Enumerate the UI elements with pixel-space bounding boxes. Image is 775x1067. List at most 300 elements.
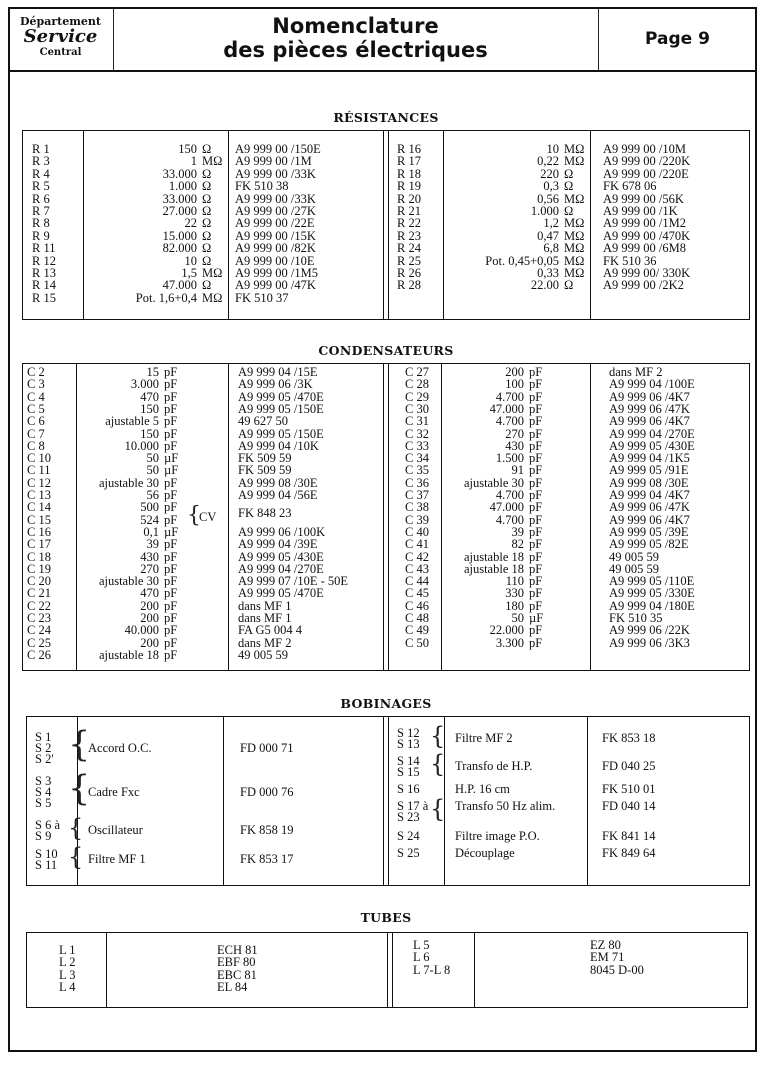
row-ref: C 37: [405, 488, 429, 502]
row-part-code: A9 999 05 /330E: [609, 586, 695, 601]
row-ref: R 12: [32, 253, 56, 268]
value-number: 100: [505, 377, 524, 392]
row-ref: C 15: [27, 512, 51, 527]
row-value: [85, 242, 226, 254]
row-part-code: A9 999 05 /470E: [238, 389, 324, 404]
value-number: 330: [505, 586, 524, 601]
value-unit: pF: [529, 561, 543, 576]
row-part-code: dans MF 2: [609, 365, 663, 379]
row-part-code: FK 509 59: [238, 451, 292, 466]
row-value: [78, 538, 188, 550]
row-part-code: dans MF 2: [238, 635, 292, 650]
value-unit: Ω: [202, 278, 212, 293]
row-part-code: A9 999 00 /10M: [603, 142, 686, 156]
row-ref: R 17: [397, 154, 421, 169]
value-unit: pF: [529, 623, 543, 638]
column-divider: [228, 364, 229, 670]
value-unit: MΩ: [564, 216, 585, 231]
row-part-code: A9 999 00 /470K: [603, 228, 691, 243]
row-ref: C 23: [27, 611, 51, 625]
row-ref: C 2: [27, 365, 45, 379]
value-unit: pF: [529, 377, 543, 392]
value-number: 27.000: [162, 204, 197, 218]
value-number: 200: [140, 598, 159, 613]
value-unit: MΩ: [564, 228, 585, 243]
value-unit: Ω: [564, 179, 574, 194]
coil-part-code: FK 510 01: [602, 782, 656, 796]
value-unit: pF: [529, 426, 543, 441]
row-ref: C 8: [27, 438, 45, 453]
row-ref: R 11: [32, 241, 56, 256]
value-unit: pF: [529, 635, 543, 650]
value-number: 200: [505, 365, 524, 379]
row-value: [85, 217, 226, 229]
value-unit: pF: [164, 389, 178, 404]
value-number: ajustable 30: [463, 475, 524, 490]
value-unit: pF: [164, 500, 178, 515]
value-number: 4.700: [495, 414, 524, 429]
row-part-code: 49 005 59: [238, 647, 288, 662]
row-part-code: FK 678 06: [603, 179, 657, 194]
row-value: [78, 624, 188, 636]
row-part-code: A9 999 05 /39E: [609, 524, 689, 539]
value-unit: Ω: [202, 253, 212, 268]
value-unit: pF: [529, 414, 543, 429]
value-unit: Ω: [564, 204, 574, 218]
value-number: 200: [140, 635, 159, 650]
value-unit: pF: [164, 512, 178, 527]
value-number: 1: [190, 154, 197, 169]
value-unit: MΩ: [564, 191, 585, 206]
row-part-code: A9 999 05 /150E: [238, 426, 324, 441]
row-part-code: A9 999 05 /430E: [238, 549, 324, 564]
row-ref: C 27: [405, 365, 429, 379]
coil-ref: S 17 à: [397, 799, 429, 813]
value-number: 270: [140, 561, 159, 576]
row-part-code: A9 999 04 /1K5: [609, 451, 690, 466]
coil-part-code: FD 040 14: [602, 799, 656, 813]
value-unit: pF: [164, 377, 178, 392]
row-ref: R 21: [397, 204, 421, 218]
value-unit: pF: [529, 401, 543, 416]
value-unit: pF: [164, 488, 178, 502]
group-brace-icon: {: [68, 814, 84, 842]
coil-part-code: FD 000 76: [240, 785, 294, 799]
value-number: 33.000: [162, 191, 197, 206]
row-part-code: A9 999 05 /470E: [238, 586, 324, 601]
coil-ref: S 12: [397, 726, 420, 740]
row-ref: C 50: [405, 635, 429, 650]
row-part-code: A9 999 00 /22E: [235, 216, 315, 231]
value-unit: Ω: [564, 166, 574, 181]
column-divider: [228, 131, 229, 319]
value-number: 6,8: [543, 241, 559, 256]
value-number: 0,47: [537, 228, 559, 243]
value-number: 4.700: [495, 512, 524, 527]
row-ref: C 12: [27, 475, 51, 490]
row-ref: C 39: [405, 512, 429, 527]
value-unit: pF: [529, 586, 543, 601]
coil-part-code: FK 841 14: [602, 829, 656, 843]
value-number: 150: [140, 426, 159, 441]
row-ref: C 30: [405, 401, 429, 416]
title-line-2: des pièces électriques: [223, 38, 488, 62]
row-value: [78, 649, 188, 661]
coil-ref: S 13: [397, 737, 420, 751]
row-ref: R 8: [32, 216, 50, 231]
section-title-bobinages: BOBINAGES: [340, 696, 432, 711]
column-divider: [83, 131, 84, 319]
row-part-code: A9 999 04 /270E: [238, 561, 324, 576]
value-number: 33.000: [162, 166, 197, 181]
row-part-code: 49 627 50: [238, 414, 288, 429]
row-ref: C 13: [27, 488, 51, 502]
value-number: 10.000: [124, 438, 159, 453]
value-number: 22.000: [489, 623, 524, 638]
value-unit: pF: [164, 475, 178, 490]
row-part-code: A9 999 00 /47K: [235, 278, 316, 293]
row-ref: C 6: [27, 414, 45, 429]
value-number: 0,1: [143, 524, 159, 539]
column-divider: [106, 933, 107, 1007]
value-unit: MΩ: [564, 241, 585, 256]
value-unit: pF: [164, 414, 178, 429]
coil-description: Transfo 50 Hz alim.: [455, 799, 556, 813]
row-part-code: FA G5 004 4: [238, 623, 303, 638]
row-part-code: A9 999 06 /4K7: [609, 414, 690, 429]
value-unit: Ω: [202, 216, 212, 231]
value-number: 4.700: [495, 389, 524, 404]
coil-part-code: FK 853 17: [240, 852, 294, 866]
column-divider: [443, 131, 444, 319]
row-ref: R 13: [32, 266, 56, 280]
row-ref: C 33: [405, 438, 429, 453]
value-number: ajustable 5: [105, 414, 159, 429]
row-ref: C 49: [405, 623, 429, 638]
value-unit: pF: [529, 524, 543, 539]
value-unit: pF: [164, 438, 178, 453]
value-unit: pF: [529, 537, 543, 552]
section-title-condensateurs: CONDENSATEURS: [318, 343, 454, 358]
value-number: 470: [140, 389, 159, 404]
row-ref: C 44: [405, 574, 429, 589]
value-number: 110: [505, 574, 524, 589]
value-number: 56: [146, 488, 159, 502]
row-ref: R 20: [397, 191, 421, 206]
group-brace-icon: {: [430, 795, 446, 823]
value-number: Pot. 1,6+0,4: [135, 290, 197, 305]
value-unit: pF: [164, 623, 178, 638]
row-part-code: A9 999 04 /270E: [609, 426, 695, 441]
coil-ref: S 15: [397, 765, 420, 779]
value-number: 82: [511, 537, 524, 552]
resistances-table: [22, 130, 750, 320]
row-part-code: A9 999 00 /1M: [235, 154, 312, 169]
row-value: [85, 292, 226, 304]
value-unit: pF: [529, 451, 543, 466]
value-unit: Ω: [202, 191, 212, 206]
coil-ref: S 5: [35, 796, 52, 810]
section-title-resistances: RÉSISTANCES: [333, 110, 439, 125]
tubes-right-refs: L 5 L 6 L 7-L 8: [413, 938, 451, 977]
value-number: 39: [146, 537, 159, 552]
row-part-code: A9 999 00 /1M5: [235, 266, 318, 280]
row-part-code: A9 999 00 /220E: [603, 166, 689, 181]
coil-description: Filtre image P.O.: [455, 829, 540, 843]
row-part-code: A9 999 08 /30E: [609, 475, 689, 490]
value-number: ajustable 30: [98, 475, 159, 490]
row-ref: C 48: [405, 611, 429, 625]
row-part-code: A9 999 04 /100E: [609, 377, 695, 392]
value-number: 10: [184, 253, 197, 268]
row-ref: C 16: [27, 524, 51, 539]
row-ref: R 28: [397, 278, 421, 293]
value-number: 91: [511, 463, 524, 478]
value-unit: pF: [529, 365, 543, 379]
value-unit: MΩ: [564, 253, 585, 268]
value-number: 50: [146, 451, 159, 466]
row-part-code: A9 999 05 /110E: [609, 574, 695, 589]
value-unit: MΩ: [564, 142, 585, 156]
row-value: [78, 415, 188, 427]
value-number: ajustable 18: [463, 561, 524, 576]
row-part-code: A9 999 00 /220K: [603, 154, 691, 169]
value-number: 47.000: [162, 278, 197, 293]
row-part-code: A9 999 00 /10E: [235, 253, 315, 268]
coil-part-code: FK 849 64: [602, 846, 656, 860]
coil-part-code: FK 853 18: [602, 731, 656, 745]
condensateurs-table: [22, 363, 750, 671]
row-ref: R 18: [397, 166, 421, 181]
row-ref: R 6: [32, 191, 50, 206]
row-ref: C 29: [405, 389, 429, 404]
row-part-code: A9 999 06 /3K3: [609, 635, 690, 650]
row-part-code: A9 999 06 /47K: [609, 500, 690, 515]
value-number: 40.000: [124, 623, 159, 638]
row-part-code: A9 999 06 /3K: [238, 377, 313, 392]
column-divider: [223, 717, 224, 885]
group-brace-icon: {: [68, 769, 91, 809]
value-number: 470: [140, 586, 159, 601]
value-unit: pF: [164, 647, 178, 662]
value-unit: pF: [529, 500, 543, 515]
value-number: 39: [511, 524, 524, 539]
row-value: [85, 155, 226, 167]
row-ref: C 4: [27, 389, 45, 404]
row-value: [443, 637, 553, 649]
row-ref: R 3: [32, 154, 50, 169]
row-part-code: dans MF 1: [238, 598, 292, 613]
row-value: [78, 501, 188, 513]
row-ref: C 38: [405, 500, 429, 515]
value-number: 15.000: [162, 228, 197, 243]
value-number: 1.000: [168, 179, 197, 194]
cv-label: CV: [199, 510, 217, 524]
value-number: 50: [511, 611, 524, 625]
value-unit: pF: [529, 598, 543, 613]
group-brace-icon: {: [430, 722, 446, 750]
row-ref: C 3: [27, 377, 45, 392]
value-unit: MΩ: [202, 266, 223, 280]
row-ref: R 9: [32, 228, 50, 243]
value-number: 1,5: [181, 266, 197, 280]
row-value: [78, 378, 188, 390]
value-number: ajustable 30: [98, 574, 159, 589]
row-ref: C 43: [405, 561, 429, 576]
row-part-code: A9 999 00 /150E: [235, 142, 321, 156]
row-part-code: FK 509 59: [238, 463, 292, 478]
value-unit: pF: [164, 574, 178, 589]
row-part-code: 49 005 59: [609, 549, 659, 564]
value-number: ajustable 18: [463, 549, 524, 564]
value-unit: pF: [164, 635, 178, 650]
coil-ref: S 6 à: [35, 818, 60, 832]
coil-description: Découplage: [455, 846, 515, 860]
coil-description: Accord O.C.: [88, 741, 152, 755]
value-number: ajustable 18: [98, 647, 159, 662]
row-value: [443, 415, 553, 427]
value-number: 200: [140, 611, 159, 625]
page-number: Page 9: [645, 28, 710, 49]
value-unit: Ω: [202, 179, 212, 194]
tubes-table: [26, 932, 748, 1008]
coil-part-code: FD 000 71: [240, 741, 294, 755]
value-unit: Ω: [564, 278, 574, 293]
coil-description: Transfo de H.P.: [455, 759, 533, 773]
value-number: 10: [546, 142, 559, 156]
column-divider: [474, 933, 475, 1007]
row-value: [445, 155, 588, 167]
coil-ref: S 16: [397, 782, 420, 796]
value-unit: MΩ: [202, 290, 223, 305]
coil-ref: S 3: [35, 774, 52, 788]
column-divider: [441, 364, 442, 670]
row-part-code: A9 999 06 /4K7: [609, 512, 690, 527]
central-label: Central: [39, 47, 82, 58]
row-part-code: A9 999 06 /4K7: [609, 389, 690, 404]
value-number: 47.000: [489, 500, 524, 515]
value-number: 500: [140, 500, 159, 515]
value-unit: µF: [164, 463, 179, 478]
coil-description: Oscillateur: [88, 823, 143, 837]
value-number: 22: [184, 216, 197, 231]
value-number: 0,3: [543, 179, 559, 194]
column-divider: [76, 364, 77, 670]
department-label: Département: [20, 15, 101, 28]
value-number: 0,33: [537, 266, 559, 280]
value-unit: pF: [529, 512, 543, 527]
coil-ref: S 4: [35, 785, 52, 799]
value-number: 82.000: [162, 241, 197, 256]
row-part-code: A9 999 04 /180E: [609, 598, 695, 613]
value-number: 47.000: [489, 401, 524, 416]
value-unit: pF: [164, 426, 178, 441]
coil-description: Filtre MF 1: [88, 852, 146, 866]
row-part-code: A9 999 00 /82K: [235, 241, 316, 256]
row-ref: C 41: [405, 537, 429, 552]
value-unit: µF: [164, 524, 179, 539]
row-ref: R 16: [397, 142, 421, 156]
value-unit: µF: [529, 611, 544, 625]
row-part-code: FK 510 37: [235, 290, 289, 305]
row-part-code: A9 999 00 /1K: [603, 204, 678, 218]
value-unit: pF: [529, 463, 543, 478]
value-unit: pF: [164, 561, 178, 576]
column-divider: [590, 131, 591, 319]
row-part-code: A9 999 06 /100K: [238, 524, 326, 539]
row-ref: R 25: [397, 253, 421, 268]
row-ref: R 4: [32, 166, 50, 181]
row-part-code: A9 999 00 /33K: [235, 191, 316, 206]
double-divider: [387, 933, 393, 1007]
row-ref: R 26: [397, 266, 421, 280]
row-part-code: A9 999 05 /91E: [609, 463, 689, 478]
row-part-code: A9 999 00 /6M8: [603, 241, 686, 256]
value-number: 3.300: [495, 635, 524, 650]
row-ref: R 7: [32, 204, 50, 218]
value-unit: µF: [164, 451, 179, 466]
row-part-code: FK 848 23: [238, 506, 292, 521]
value-unit: pF: [164, 401, 178, 416]
value-unit: Ω: [202, 166, 212, 181]
coil-part-code: FK 858 19: [240, 823, 294, 837]
value-number: 150: [178, 142, 197, 156]
value-unit: pF: [529, 574, 543, 589]
row-value: [445, 217, 588, 229]
page-header: [8, 7, 757, 72]
row-ref: C 18: [27, 549, 51, 564]
row-part-code: A9 999 04 /56E: [238, 488, 318, 502]
row-ref: R 1: [32, 142, 50, 156]
row-part-code: A9 999 00 /56K: [603, 191, 684, 206]
tubes-left-types: ECH 81 EBF 80 EBC 81 EL 84: [217, 943, 258, 995]
row-ref: C 32: [405, 426, 429, 441]
row-value: [78, 587, 188, 599]
cv-brace-icon: {: [187, 503, 201, 528]
row-value: [443, 587, 553, 599]
value-unit: pF: [164, 586, 178, 601]
value-unit: pF: [164, 598, 178, 613]
coil-description: Filtre MF 2: [455, 731, 513, 745]
value-unit: pF: [529, 549, 543, 564]
row-part-code: A9 999 00/ 330K: [603, 266, 691, 280]
value-number: 524: [140, 512, 159, 527]
column-divider: [587, 717, 588, 885]
value-unit: pF: [164, 365, 178, 379]
coil-ref: S 10: [35, 847, 58, 861]
value-number: 150: [140, 401, 159, 416]
value-number: 430: [505, 438, 524, 453]
service-label: Service: [23, 26, 98, 47]
double-divider: [383, 364, 389, 670]
value-unit: Ω: [202, 204, 212, 218]
value-number: 50: [146, 463, 159, 478]
row-ref: C 35: [405, 463, 429, 478]
section-title-tubes: TUBES: [360, 910, 412, 925]
value-number: 180: [505, 598, 524, 613]
coil-description: Cadre Fxc: [88, 785, 140, 799]
value-number: 1,2: [543, 216, 559, 231]
coil-ref: S 1: [35, 730, 52, 744]
row-ref: C 36: [405, 475, 429, 490]
value-number: 270: [505, 426, 524, 441]
row-part-code: A9 999 05 /82E: [609, 537, 689, 552]
coil-ref: S 25: [397, 846, 420, 860]
value-number: 1.500: [495, 451, 524, 466]
value-unit: pF: [529, 438, 543, 453]
row-ref: C 31: [405, 414, 429, 429]
group-brace-icon: {: [68, 843, 84, 871]
